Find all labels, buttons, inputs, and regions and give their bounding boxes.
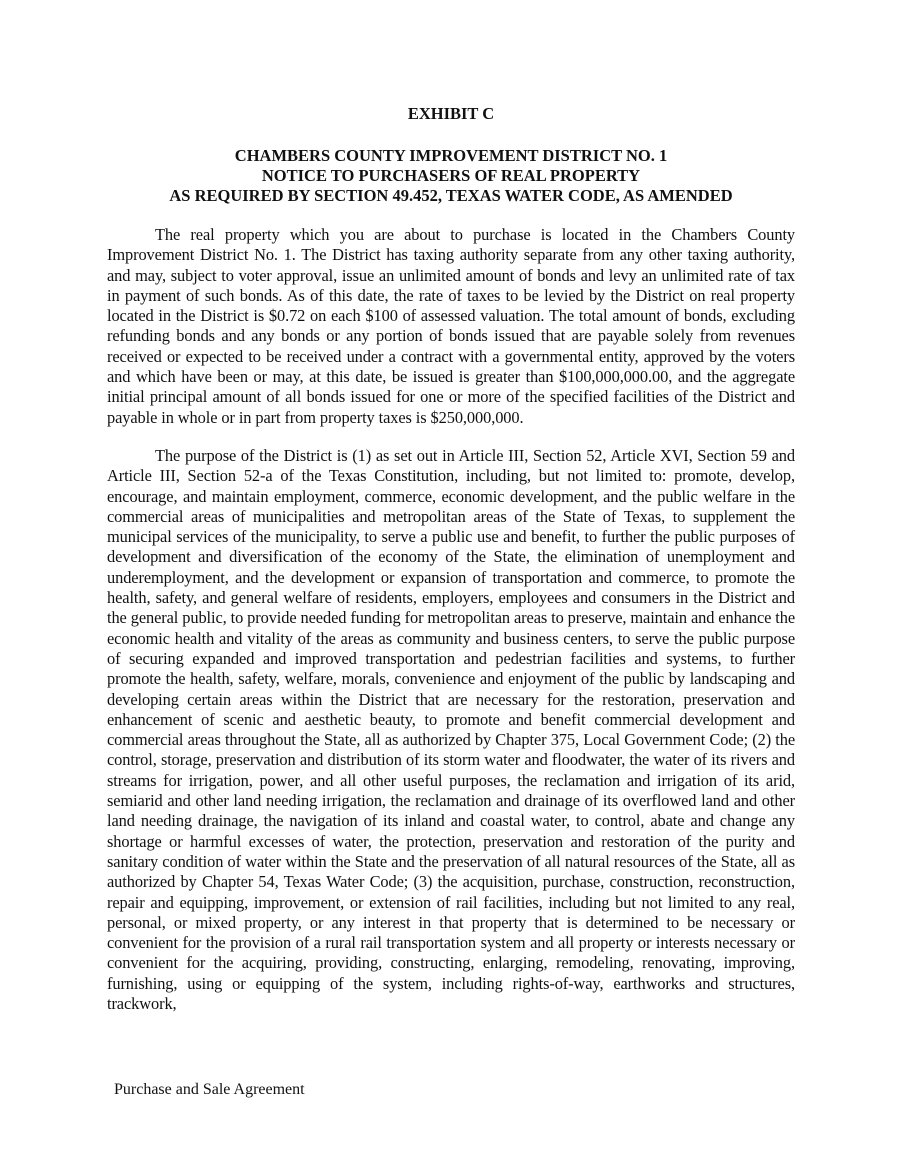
document-page xyxy=(107,104,795,1032)
page-footer: Purchase and Sale Agreement xyxy=(114,1081,305,1098)
heading-line-notice: NOTICE TO PURCHASERS OF REAL PROPERTY xyxy=(261,166,641,185)
heading-line-statute: AS REQUIRED BY SECTION 49.452, TEXAS WATER CODE, AS AMENDED xyxy=(169,186,733,205)
heading-line-district: CHAMBERS COUNTY IMPROVEMENT DISTRICT NO. 1 xyxy=(234,146,668,165)
document-heading xyxy=(107,146,795,206)
paragraph-taxing-authority: The real property which you are about to purchase is located in the Chambers County Improvement District No. 1. The District has taxing authority separate from any other taxing authority, and may, subject to voter approval, issue an unlimited amount of bonds and levy an unlimited rate of tax in payment of such bonds. As of this date, the rate of taxes to be levied by the District on real property located in the District is $0.72 on each $100 of assessed valuation. The total amount of bonds, excluding refunding bonds and any bonds or any portion of bonds issued that are payable solely from revenues received or expected to be received under a contract with a governmental entity, approved by the voters and which have been or may, at this date, be issued is greater than $100,000,000.00, and the aggregate initial principal amount of all bonds issued for one or more of the specified facilities of the District and payable in whole or in part from property taxes is $250,000,000. xyxy=(107,225,795,427)
paragraph-district-purpose: The purpose of the District is (1) as set out in Article III, Section 52, Article XVI, Section 59 and Article III, Section 52-a of the Texas Constitution, including, but not limited to: promote, develop, encourage, and maintain employment, commerce, economic development, and the public welfare in the commercial areas of municipalities and metropolitan areas of the State of Texas, to supplement the municipal services of the municipality, to serve a public use and benefit, to further the public purposes of development and diversification of the economy of the State, the elimination of unemployment and underemployment, and the development or expansion of transportation and commerce, to promote the health, safety, and general welfare of residents, employers, employees and consumers in the District and the general public, to provide needed funding for metropolitan areas to preserve, maintain and enhance the economic health and vitality of the areas as community and business centers, to serve the public purpose of securing expanded and improved transportation and pedestrian facilities and systems, to further promote the health, safety, welfare, morals, convenience and enjoyment of the public by landscaping and developing certain areas within the District that are necessary for the restoration, preservation and enhancement of scenic and aesthetic beauty, to promote and benefit commercial development and commercial areas throughout the State, all as authorized by Chapter 375, Local Government Code; (2) the control, storage, preservation and distribution of its storm water and floodwater, the water of its rivers and streams for irrigation, power, and all other useful purposes, the reclamation and irrigation of its arid, semiarid and other land needing irrigation, the reclamation and drainage of its overflowed land and other land needing drainage, the navigation of its inland and coastal water, to control, abate and change any shortage or harmful excesses of water, the protection, preservation and restoration of the purity and sanitary condition of water within the State and the preservation of all natural resources of the State, all as authorized by Chapter 54, Texas Water Code; (3) the acquisition, purchase, construction, reconstruction, repair and equipping, improvement, or extension of rail facilities, including but not limited to any real, personal, or mixed property, or any interest in that property that is determined to be necessary or convenient for the provision of a rural rail transportation system and all property or interests necessary or convenient for the acquiring, providing, constructing, enlarging, remodeling, renovating, improving, furnishing, using or equipping of the system, including rights-of-way, earthworks and structures, trackwork, xyxy=(107,445,796,1013)
exhibit-title: EXHIBIT C xyxy=(407,104,495,123)
